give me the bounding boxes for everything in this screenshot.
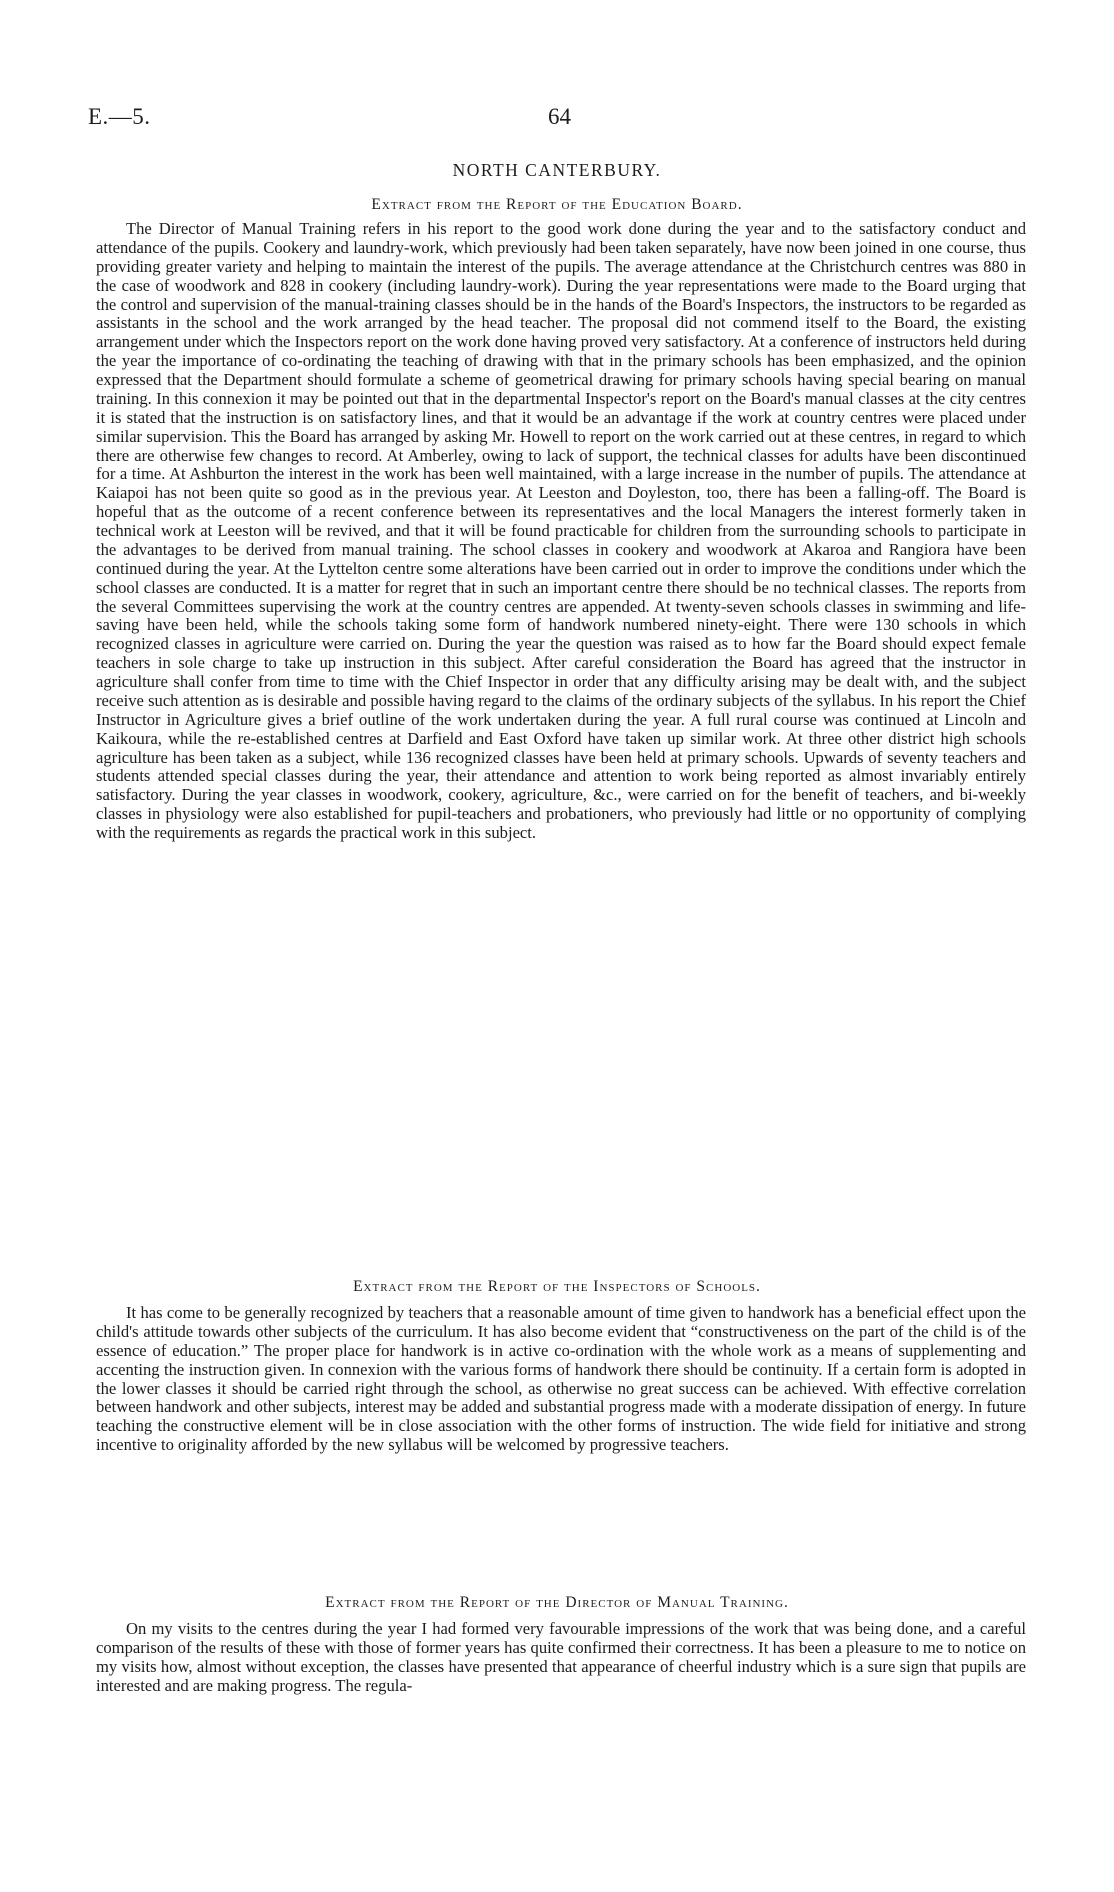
region-title: NORTH CANTERBURY. (452, 160, 662, 180)
section-heading-inspectors: Extract from the Report of the Inspectors of Schools. (353, 1278, 761, 1295)
section-paragraph-inspectors: It has come to be generally recognized by teachers that a reasonable amount of time given to handwork has a beneficial effect upon the child's attitude towards other subjects of the curriculum. It has also become evident that “constructiveness on the part of the child is of the essence of education.” The proper place for handwork is in active co-ordination with the whole work as a means of supplementing and accenting the instruction given. In connexion with the various forms of handwork there should be continuity. If a certain form is adopted in the lower classes it should be carried right through the school, as otherwise no great success can be achieved. With effective correlation between handwork and other subjects, interest may be added and substantial progress made with a moderate dissipation of energy. In future teaching the constructive element will be in close association with the other forms of instruction. The wide field for initiative and strong incentive to originality afforded by the new syllabus will be welcomed by progressive teachers. (96, 1303, 1026, 1455)
page-number: 64 (548, 104, 571, 129)
section-heading-director-manual-training: Extract from the Report of the Director of Manual Training. (325, 1594, 789, 1611)
section-heading-education-board: Extract from the Report of the Education Board. (371, 196, 743, 213)
page-code: E.—5. (88, 104, 151, 129)
section-paragraph-education-board: The Director of Manual Training refers in his report to the good work done during the year and to the satisfactory conduct and attendance of the pupils. Cookery and laundry-work, which previously had been taken separately, have now been joined in one course, thus providing greater variety and helping to maintain the interest of the pupils. The average attendance at the Christchurch centres was 880 in the case of woodwork and 828 in cookery (including laundry-work). During the year representations were made to the Board urging that the control and supervision of the manual-training classes should be in the hands of the Board's Inspectors, the instructors to be regarded as assistants in the school and the work arranged by the head teacher. The proposal did not commend itself to the Board, the existing arrangement under which the Inspectors report on the work done having proved very satisfactory. At a conference of instructors held during the year the importance of co-ordinating the teaching of drawing with that in the primary schools has been emphasized, and the opinion expressed that the Department should formulate a scheme of geometrical drawing for primary schools having special bearing on manual training. In this connexion it may be pointed out that in the departmental Inspector's report on the Board's manual classes at the city centres it is stated that the instruction is on satisfactory lines, and that it would be an advantage if the work at country centres were placed under similar supervision. This the Board has arranged by asking Mr. Howell to report on the work carried out at these centres, in regard to which there are otherwise few changes to record. At Amberley, owing to lack of support, the technical classes for adults have been discontinued for a time. At Ashburton the interest in the work has been well maintained, with a large increase in the number of pupils. The attendance at Kaiapoi has not been quite so good as in the previous year. At Leeston and Doyleston, too, there has been a falling-off. The Board is hopeful that as the outcome of a recent conference between its representatives and the local Managers the interest formerly taken in technical work at Leeston will be revived, and that it will be found practicable for children from the surrounding schools to participate in the advantages to be derived from manual training. The school classes in cookery and woodwork at Akaroa and Rangiora have been continued during the year. At the Lyttelton centre some alterations have been carried out in order to improve the conditions under which the school classes are conducted. It is a matter for regret that in such an important centre there should be no technical classes. The reports from the several Committees supervising the work at the country centres are appended. At twenty-seven schools classes in swimming and life-saving have been held, while the schools taking some form of handwork numbered ninety-eight. There were 130 schools in which recognized classes in agriculture were carried on. During the year the question was raised as to how far the Board should expect female teachers in sole charge to take up instruction in this subject. After careful consideration the Board has agreed that the instructor in agriculture shall confer from time to time with the Chief Inspector in order that any difficulty arising may be dealt with, and the subject receive such attention as is desirable and possible having regard to the claims of the ordinary subjects of the syllabus. In his report the Chief Instructor in Agriculture gives a brief outline of the work undertaken during the year. A full rural course was continued at Lincoln and Kaikoura, while the re-established centres at Darfield and East Oxford have taken up similar work. At three other district high schools agriculture has been taken as a subject, while 136 recognized classes have been held at primary schools. Upwards of seventy teachers and students attended special classes during the year, their attendance and attention to work being reported as almost invariably entirely satisfactory. During the year classes in woodwork, cookery, agriculture, &c., were carried on for the benefit of teachers, and bi-weekly classes in physiology were also established for pupil-teachers and probationers, who previously had little or no opportunity of complying with the requirements as regards the practical work in this subject. (96, 219, 1026, 842)
section-paragraph-director-manual-training: On my visits to the centres during the year I had formed very favourable impressions of the work that was being done, and a careful comparison of the results of these with those of former years has quite confirmed their correctness. It has been a pleasure to me to notice on my visits how, almost without exception, the classes have presented that appearance of cheerful industry which is a sure sign that pupils are interested and are making progress. The regula- (96, 1619, 1026, 1695)
